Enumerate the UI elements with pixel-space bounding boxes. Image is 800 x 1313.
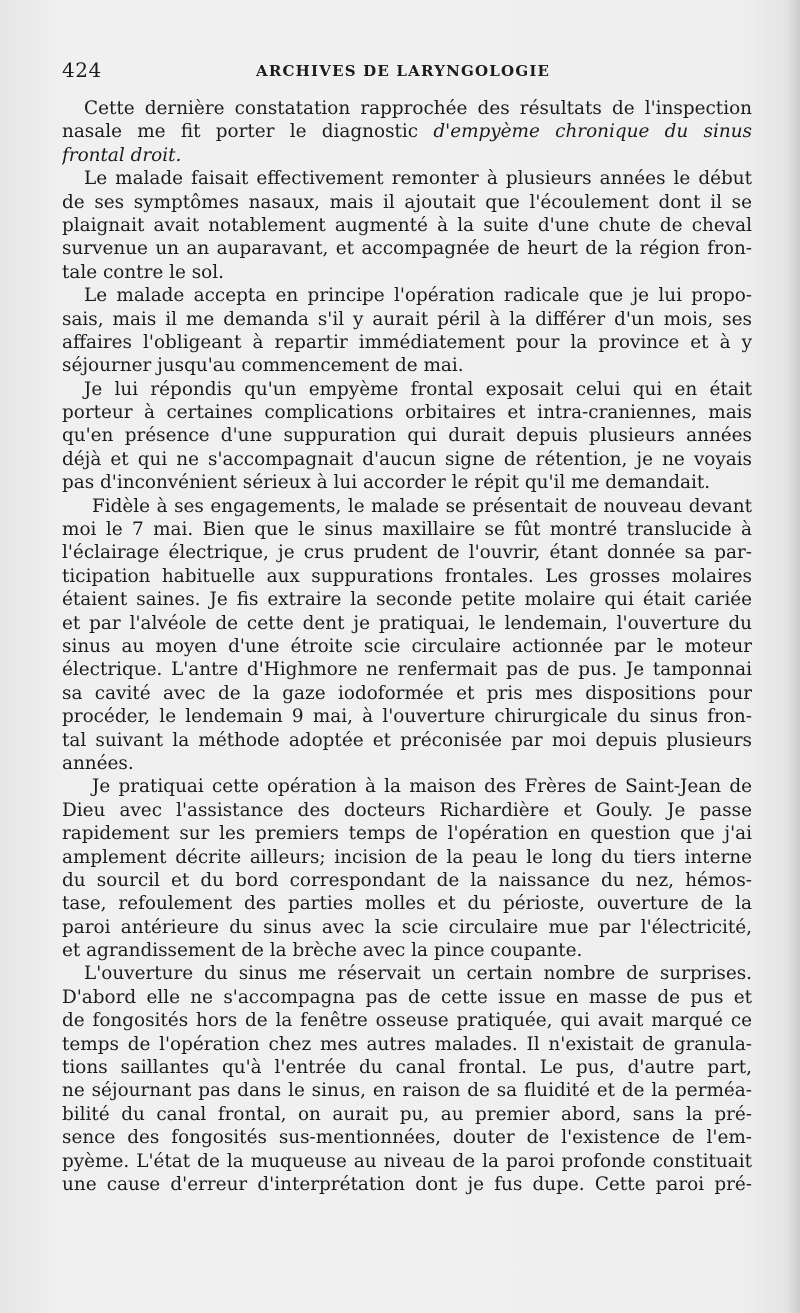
text-line: une cause d'erreur d'interprétation dont je fus dupe. Cette paroi pré- xyxy=(62,1173,752,1195)
text-line: L'ouverture du sinus me réservait un certain nombre de surprises. xyxy=(84,963,752,985)
text-line: sais, mais il me demanda s'il y aurait péril à la différer d'un mois, ses xyxy=(62,308,752,330)
text-line: Dieu avec l'assistance des docteurs Richardière et Gouly. Je passe xyxy=(62,799,752,821)
text-line: étaient saines. Je fis extraire la seconde petite molaire qui était cariée xyxy=(62,589,752,611)
text-span: nasale me fit porter le diagnostic xyxy=(62,121,434,143)
text-line: tions saillantes qu'à l'entrée du canal frontal. Le pus, d'autre part, xyxy=(62,1057,752,1079)
text-line: survenue un an auparavant, et accompagnée de heurt de la région fron- xyxy=(62,238,752,260)
text-line: Fidèle à ses engagements, le malade se présentait de nouveau devant xyxy=(92,495,752,517)
text-line: amplement décrite ailleurs; incision de la peau le long du tiers interne xyxy=(62,846,752,868)
text-line: Le malade faisait effectivement remonter à plusieurs années le début xyxy=(84,168,752,190)
text-line: Je lui répondis qu'un empyème frontal exposait celui qui en était xyxy=(84,378,752,400)
text-line: qu'en présence d'une suppuration qui durait depuis plusieurs années xyxy=(62,425,752,447)
text-line: paroi antérieure du sinus avec la scie circulaire mue par l'électricité, xyxy=(62,916,752,938)
italic-text: d'empyème chronique du sinus xyxy=(433,121,752,143)
text-line: pyème. L'état de la muqueuse au niveau de la paroi profonde constituait xyxy=(62,1150,752,1172)
text-line: du sourcil et du bord correspondant de la naissance du nez, hémos- xyxy=(62,869,752,891)
text-line: Je pratiquai cette opération à la maison des Frères de Saint-Jean de xyxy=(92,776,752,798)
page-edge-shadow xyxy=(786,0,800,1313)
text-line: et agrandissement de la brèche avec la pince coupante. xyxy=(62,940,583,962)
text-line: sa cavité avec de la gaze iodoformée et pris mes dispositions pour xyxy=(62,682,752,704)
text-line: sinus au moyen d'une étroite scie circulaire actionnée par le moteur xyxy=(62,635,752,657)
text-line: porteur à certaines complications orbitaires et intra-craniennes, mais xyxy=(62,402,752,424)
text-line: D'abord elle ne s'accompagna pas de cette issue en masse de pus et xyxy=(62,986,752,1008)
text-line: rapidement sur les premiers temps de l'opération en question que j'ai xyxy=(62,823,752,845)
text-line: ticipation habituelle aux suppurations frontales. Les grosses molaires xyxy=(62,565,752,587)
body-text xyxy=(62,97,752,1196)
text-line: sence des fongosités sus-mentionnées, douter de l'existence de l'em- xyxy=(62,1127,752,1149)
text-line: séjourner jusqu'au commencement de mai. xyxy=(62,355,464,377)
text-line: ne séjournant pas dans le sinus, en raison de sa fluidité et de la perméa- xyxy=(62,1080,752,1102)
text-line: plaignait avait notablement augmenté à la suite d'une chute de cheval xyxy=(62,214,752,236)
text-line: tal suivant la méthode adoptée et préconisée par moi depuis plusieurs xyxy=(62,729,752,751)
text-line: tale contre le sol. xyxy=(62,261,224,283)
text-line: moi le 7 mai. Bien que le sinus maxillaire se fût montré translucide à xyxy=(62,519,752,541)
text-line: l'éclairage électrique, je crus prudent de l'ouvrir, étant donnée sa par- xyxy=(62,542,752,564)
text-line: déjà et qui ne s'accompagnait d'aucun signe de rétention, je ne voyais xyxy=(62,448,752,470)
text-line xyxy=(62,144,752,167)
text-line: bilité du canal frontal, on aurait pu, au premier abord, sans la pré- xyxy=(62,1103,752,1125)
page-number: 424 xyxy=(62,58,102,82)
text-line: Cette dernière constatation rapprochée des résultats de l'inspection xyxy=(84,98,752,119)
text-line: pas d'inconvénient sérieux à lui accorder le répit qu'il me demandait. xyxy=(62,472,711,494)
text-line: affaires l'obligeant à repartir immédiatement pour la province et à y xyxy=(62,331,752,353)
italic-text: frontal droit. xyxy=(62,144,182,166)
text-line xyxy=(62,120,752,143)
running-head xyxy=(62,58,752,84)
text-line: temps de l'opération chez mes autres malades. Il n'existait de granula- xyxy=(62,1033,752,1055)
text-line: tase, refoulement des parties molles et du périoste, ouverture de la xyxy=(62,893,752,915)
journal-title: ARCHIVES DE LARYNGOLOGIE xyxy=(256,62,551,80)
text-line: et par l'alvéole de cette dent je pratiquai, le lendemain, l'ouverture du xyxy=(62,612,752,634)
text-line: Le malade accepta en principe l'opération radicale que je lui propo- xyxy=(84,285,752,307)
text-line: de ses symptômes nasaux, mais il ajoutait que l'écoulement dont il se xyxy=(62,191,752,213)
text-line: années. xyxy=(62,752,134,774)
text-line: procéder, le lendemain 9 mai, à l'ouverture chirurgicale du sinus fron- xyxy=(62,706,752,728)
text-line: de fongosités hors de la fenêtre osseuse pratiquée, qui avait marqué ce xyxy=(62,1010,752,1032)
text-line: électrique. L'antre d'Highmore ne renfermait pas de pus. Je tamponnai xyxy=(62,659,752,681)
